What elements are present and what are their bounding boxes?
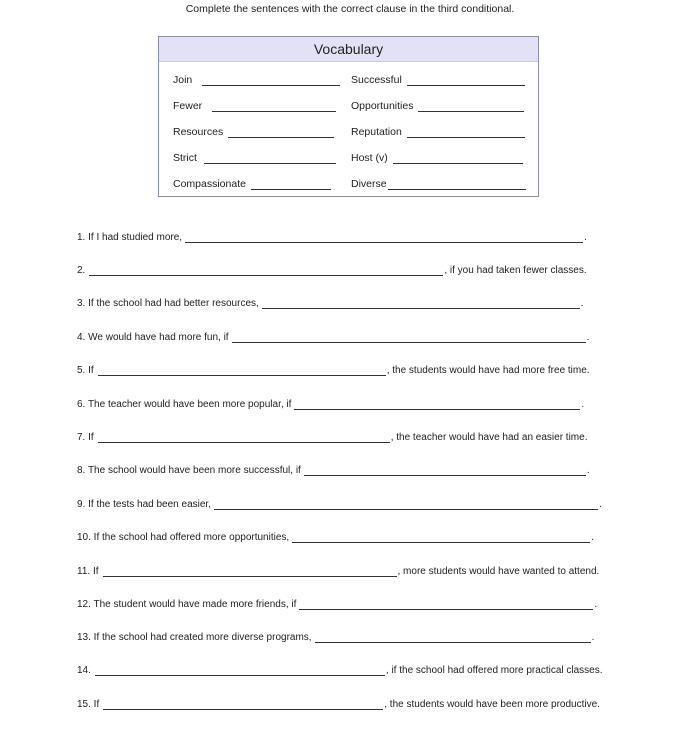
vocab-word: Diverse bbox=[351, 178, 387, 190]
vocab-item-host bbox=[351, 150, 523, 164]
vocab-word: Successful bbox=[351, 74, 402, 86]
question-2 bbox=[77, 262, 587, 276]
question-ending: . bbox=[586, 465, 590, 476]
answer-blank[interactable] bbox=[292, 532, 590, 543]
vocab-item-diverse bbox=[351, 176, 526, 190]
vocab-item-fewer bbox=[173, 98, 336, 112]
vocab-answer-line[interactable] bbox=[407, 126, 525, 138]
question-prompt: 11. If bbox=[77, 566, 99, 577]
answer-blank[interactable] bbox=[214, 499, 598, 510]
question-10 bbox=[77, 529, 594, 543]
question-7 bbox=[77, 429, 587, 443]
question-ending: . bbox=[580, 298, 584, 309]
question-3 bbox=[77, 295, 584, 309]
answer-blank[interactable] bbox=[89, 265, 443, 276]
question-1 bbox=[77, 229, 587, 243]
question-prompt: 5. If bbox=[77, 365, 94, 376]
question-prompt: 9. If the tests had been easier, bbox=[77, 499, 211, 510]
question-prompt: 10. If the school had offered more opportunities, bbox=[77, 532, 290, 543]
vocab-item-opportunities bbox=[351, 98, 524, 112]
question-ending: , if you had taken fewer classes. bbox=[444, 265, 587, 276]
question-6 bbox=[77, 396, 584, 410]
question-ending: . bbox=[581, 399, 585, 410]
vocab-word: Compassionate bbox=[173, 178, 246, 190]
vocab-word: Reputation bbox=[351, 126, 402, 138]
question-ending: . bbox=[591, 632, 595, 643]
vocab-item-strict bbox=[173, 150, 336, 164]
question-4 bbox=[77, 329, 589, 343]
question-prompt: 2. bbox=[77, 265, 86, 276]
question-5 bbox=[77, 362, 590, 376]
answer-blank[interactable] bbox=[304, 465, 586, 476]
vocab-answer-line[interactable] bbox=[212, 100, 336, 112]
vocab-answer-line[interactable] bbox=[388, 178, 526, 190]
question-prompt: 13. If the school had created more diverse programs, bbox=[77, 632, 312, 643]
question-12 bbox=[77, 596, 597, 610]
question-prompt: 3. If the school had had better resources, bbox=[77, 298, 259, 309]
question-ending: . bbox=[586, 332, 590, 343]
question-ending: . bbox=[598, 499, 602, 510]
vocab-answer-line[interactable] bbox=[251, 178, 331, 190]
question-prompt: 4. We would have had more fun, if bbox=[77, 332, 229, 343]
vocab-word: Opportunities bbox=[351, 100, 414, 112]
answer-blank[interactable] bbox=[232, 332, 586, 343]
question-9 bbox=[77, 496, 602, 510]
vocab-item-join bbox=[173, 72, 340, 86]
vocab-answer-line[interactable] bbox=[202, 74, 340, 86]
answer-blank[interactable] bbox=[103, 566, 397, 577]
question-ending: , the teacher would have had an easier time. bbox=[390, 432, 588, 443]
vocab-word: Resources bbox=[173, 126, 224, 138]
vocab-item-compassionate bbox=[173, 176, 331, 190]
answer-blank[interactable] bbox=[95, 665, 385, 676]
vocab-word: Strict bbox=[173, 152, 197, 164]
vocab-answer-line[interactable] bbox=[393, 152, 523, 164]
question-13 bbox=[77, 629, 594, 643]
question-ending: , if the school had offered more practical classes. bbox=[385, 665, 603, 676]
question-prompt: 6. The teacher would have been more popular, if bbox=[77, 399, 292, 410]
answer-blank[interactable] bbox=[103, 699, 383, 710]
answer-blank[interactable] bbox=[262, 298, 580, 309]
vocab-item-successful bbox=[351, 72, 525, 86]
vocab-answer-line[interactable] bbox=[407, 74, 525, 86]
answer-blank[interactable] bbox=[294, 399, 580, 410]
vocab-answer-line[interactable] bbox=[228, 126, 334, 138]
question-prompt: 12. The student would have made more friends, if bbox=[77, 599, 297, 610]
question-prompt: 1. If I had studied more, bbox=[77, 232, 183, 243]
question-ending: . bbox=[584, 232, 587, 243]
answer-blank[interactable] bbox=[315, 632, 591, 643]
question-8 bbox=[77, 462, 590, 476]
question-15 bbox=[77, 696, 600, 710]
question-ending: , more students would have wanted to attend. bbox=[397, 566, 600, 577]
vocab-answer-line[interactable] bbox=[204, 152, 336, 164]
question-ending: . bbox=[591, 532, 594, 543]
vocabulary-box bbox=[158, 36, 539, 197]
question-14 bbox=[77, 662, 603, 676]
vocab-item-reputation bbox=[351, 124, 525, 138]
question-ending: , the students would have had more free time. bbox=[386, 365, 590, 376]
question-prompt: 14. bbox=[77, 665, 91, 676]
question-ending: . bbox=[594, 599, 598, 610]
vocab-answer-line[interactable] bbox=[418, 100, 524, 112]
vocab-word: Host (v) bbox=[351, 152, 388, 164]
question-prompt: 15. If bbox=[77, 699, 100, 710]
vocab-item-resources bbox=[173, 124, 334, 138]
vocab-word: Join bbox=[173, 74, 193, 86]
answer-blank[interactable] bbox=[185, 232, 583, 243]
question-prompt: 8. The school would have been more successful, if bbox=[77, 465, 301, 476]
vocab-word: Fewer bbox=[173, 100, 203, 112]
answer-blank[interactable] bbox=[98, 432, 390, 443]
answer-blank[interactable] bbox=[299, 599, 593, 610]
question-prompt: 7. If bbox=[77, 432, 94, 443]
vocabulary-title: Vocabulary bbox=[159, 37, 538, 62]
instructions: Complete the sentences with the correct clause in the third conditional. bbox=[185, 3, 515, 15]
question-11 bbox=[77, 563, 599, 577]
question-ending: , the students would have been more productive. bbox=[384, 699, 600, 710]
answer-blank[interactable] bbox=[98, 365, 386, 376]
